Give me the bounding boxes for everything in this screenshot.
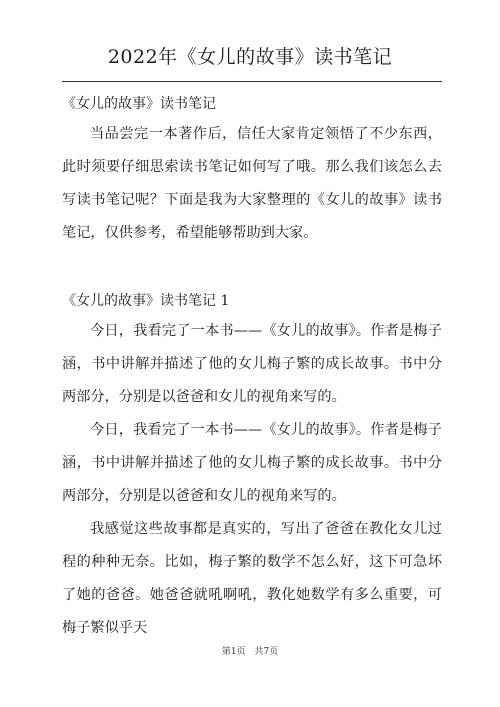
page-total: 共7页 — [254, 647, 279, 657]
section-heading: 《女儿的故事》读书笔记 1 — [62, 293, 230, 309]
title-divider — [62, 81, 442, 82]
page-footer — [0, 646, 500, 658]
body-paragraph-1: 今日，我看完了一本书——《女儿的故事》。作者是梅子涵，书中讲解并描述了他的女儿梅子繁的成长故事。书中分两部分，分别是以爸爸和女儿的视角来写的。 — [62, 323, 442, 405]
body-paragraph-2: 今日，我看完了一本书——《女儿的故事》。作者是梅子涵，书中讲解并描述了他的女儿梅子繁的成长故事。书中分两部分，分别是以爸爸和女儿的视角来写的。 — [62, 422, 442, 504]
body-paragraph-3: 我感觉这些故事都是真实的，写出了爸爸在教化女儿过程的种种无奈。比如，梅子繁的数学不怎么好，这下可急坏了她的爸爸。她爸爸就吼啊吼，教化她数学有多么重要，可梅子繁似乎天 — [62, 521, 442, 636]
intro-paragraph: 当品尝完一本著作后，信任大家肯定领悟了不少东西，此时须要仔细思索读书笔记如何写了哦。那么我们该怎么去写读书笔记呢？下面是我为大家整理的《女儿的故事》读书笔记，仅供参考，希望能够帮助到大家。 — [62, 126, 442, 241]
page-number: 第1页 — [221, 647, 246, 657]
document-title: 2022年《女儿的故事》读书笔记 — [107, 46, 393, 68]
subheading: 《女儿的故事》读书笔记 — [62, 96, 216, 112]
